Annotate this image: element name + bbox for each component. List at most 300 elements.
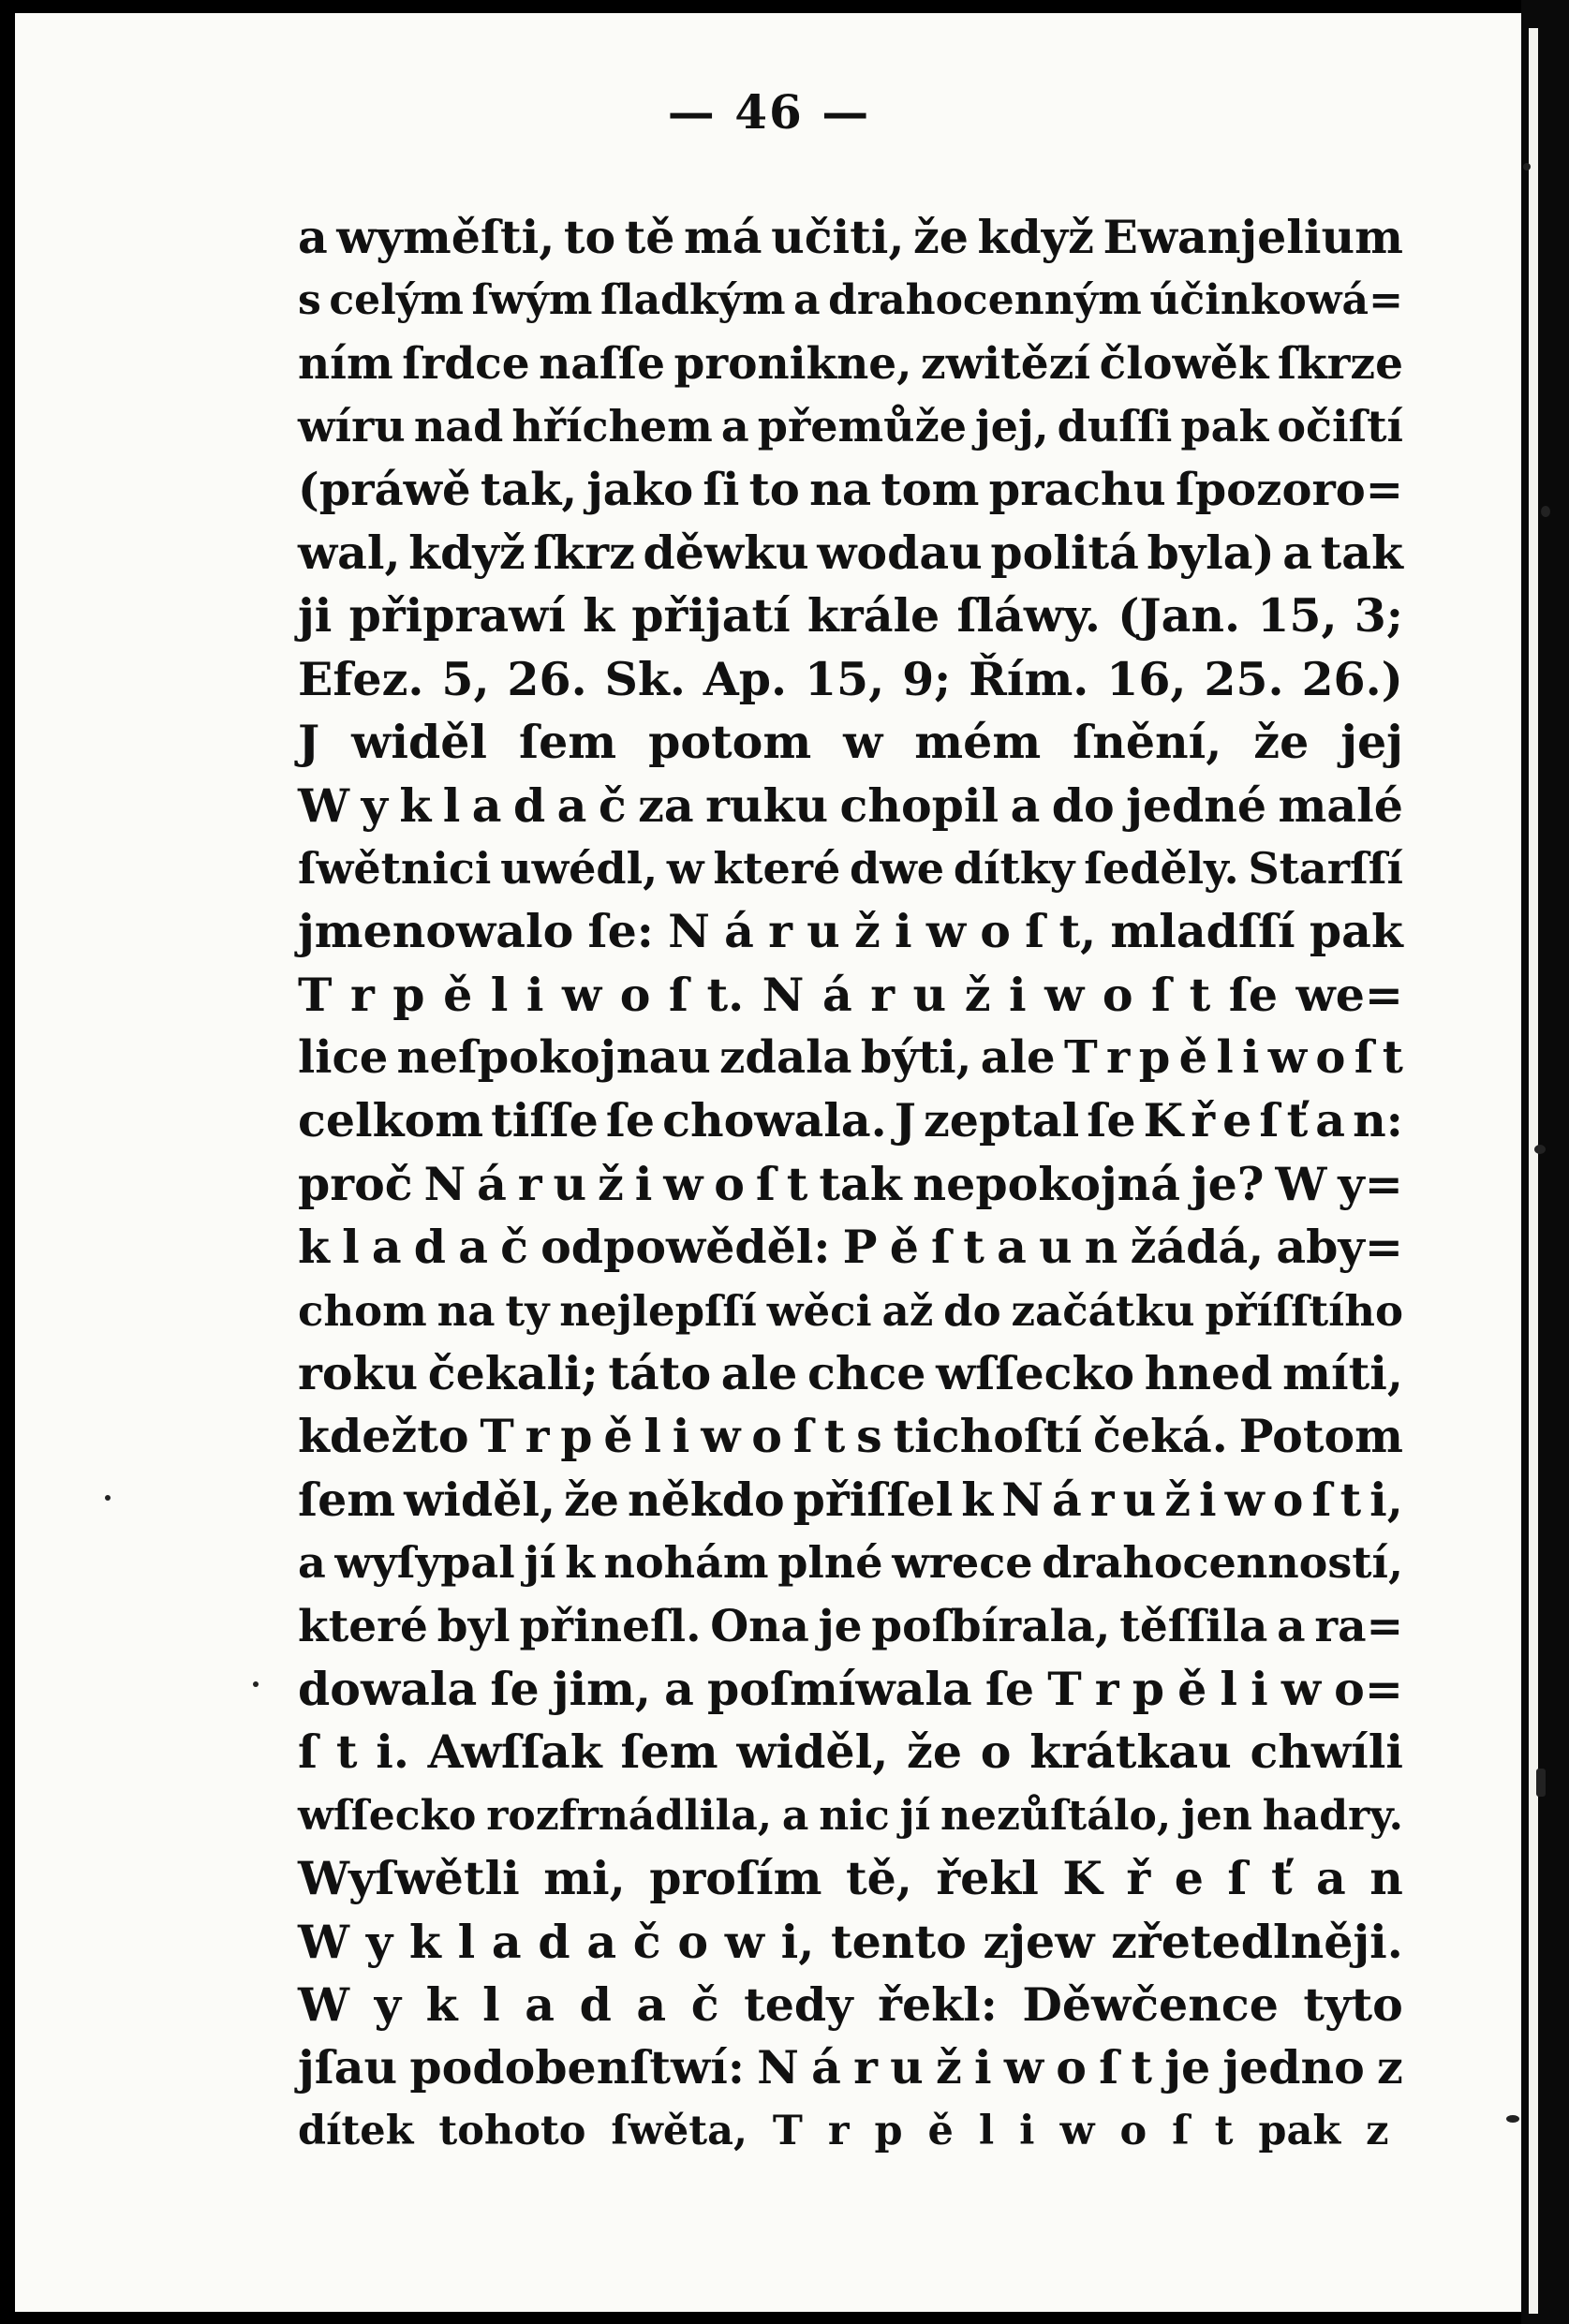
- word: ſi: [703, 463, 740, 516]
- word: proč: [298, 1156, 413, 1211]
- word: na: [809, 463, 872, 516]
- word: i: [1199, 1472, 1217, 1527]
- text-line: [298, 333, 1403, 395]
- word: nic: [819, 1791, 890, 1840]
- word: ſ: [931, 1220, 952, 1275]
- word: r: [853, 2040, 878, 2095]
- word: byl: [437, 1600, 511, 1652]
- text-line: dítek tohoto ſwěta, T r p ě l i w o ſ t pak z: [298, 2107, 1389, 2154]
- word: krátkau: [1029, 1724, 1232, 1780]
- word: mém: [914, 715, 1042, 770]
- word: aby=: [1276, 1220, 1403, 1275]
- word: N: [1001, 1472, 1044, 1527]
- word: a: [491, 1914, 522, 1969]
- word: člowěk: [1099, 337, 1269, 390]
- word: l: [457, 1914, 476, 1969]
- word: a: [1315, 1093, 1346, 1148]
- scan-speck: [253, 1681, 259, 1687]
- word: i: [1242, 1031, 1260, 1085]
- word: J: [894, 1093, 916, 1148]
- word: r: [870, 967, 896, 1022]
- word: míti,: [1282, 1346, 1403, 1401]
- word: z: [1377, 2040, 1403, 2095]
- word: ſe: [490, 1661, 540, 1716]
- word: ě: [603, 1409, 633, 1464]
- word: ſ: [1354, 1031, 1374, 1085]
- word: W: [298, 777, 350, 833]
- word: ruku: [705, 777, 829, 833]
- word: naſſe: [539, 337, 666, 390]
- word: odpowěděl:: [540, 1220, 831, 1275]
- word: mi,: [543, 1851, 626, 1906]
- word: (Jan.: [1118, 588, 1241, 644]
- word: N: [423, 1156, 466, 1211]
- word: ť: [1270, 1851, 1293, 1906]
- word: wíru: [298, 401, 406, 452]
- word: nad: [413, 401, 504, 452]
- scan-speck: [1523, 163, 1531, 170]
- word: Ona: [710, 1600, 809, 1652]
- word: wěci: [766, 1285, 872, 1336]
- word: t.: [706, 967, 745, 1022]
- word: l: [342, 1220, 360, 1275]
- word: jim,: [552, 1661, 651, 1716]
- word: že: [563, 1472, 619, 1527]
- word: tiſſe: [491, 1093, 599, 1148]
- text-line: [298, 585, 1403, 647]
- word: pronikne,: [673, 337, 912, 390]
- word: w: [666, 842, 704, 894]
- text-line: [298, 1847, 1403, 1910]
- word: d: [413, 1220, 447, 1275]
- word: w: [701, 1409, 741, 1464]
- word: jí: [524, 1537, 556, 1589]
- word: i,: [780, 1914, 815, 1969]
- text-line: [298, 1532, 1403, 1594]
- text-line: [298, 900, 1403, 963]
- word: tento: [831, 1914, 967, 1969]
- word: (práwě: [298, 463, 471, 516]
- word: n:: [1353, 1093, 1403, 1148]
- word: potom: [648, 715, 812, 770]
- word: e: [1222, 1093, 1252, 1148]
- word: W: [298, 1976, 350, 2032]
- word: ž: [964, 967, 991, 1022]
- word: t: [786, 1156, 808, 1211]
- word: e: [1174, 1851, 1204, 1906]
- word: hadry.: [1262, 1791, 1403, 1840]
- word: t: [335, 1724, 358, 1780]
- word: w: [1224, 1472, 1265, 1527]
- word: 9;: [902, 651, 952, 706]
- word: 26.: [507, 651, 587, 706]
- word: ale: [720, 1346, 798, 1401]
- word: d: [512, 777, 546, 833]
- word: a: [471, 777, 502, 833]
- word: i: [1251, 1661, 1268, 1716]
- word: wal,: [298, 525, 401, 580]
- word: wyměſti,: [336, 210, 555, 264]
- word: ſ: [1311, 1472, 1332, 1527]
- word: tě: [624, 210, 675, 264]
- word: chom: [298, 1285, 427, 1336]
- word: n: [1084, 1220, 1118, 1275]
- word: P: [842, 1220, 878, 1275]
- word: k: [408, 1914, 441, 1969]
- word: d: [579, 1976, 612, 2032]
- word: s: [298, 276, 321, 325]
- word: tom: [881, 463, 980, 516]
- text-line: [298, 269, 1403, 332]
- word: r: [517, 1156, 542, 1211]
- word: chce: [807, 1346, 926, 1401]
- word: ſeděly.: [1084, 842, 1239, 894]
- word: ſe: [1228, 967, 1279, 1022]
- word: p: [392, 967, 425, 1022]
- word: k: [298, 1220, 330, 1275]
- word: y=: [1338, 1156, 1403, 1211]
- word: ě: [443, 967, 473, 1022]
- word: celým: [329, 276, 464, 325]
- scan-speck: [105, 1495, 111, 1501]
- word: jedno: [1222, 2040, 1365, 2095]
- text-line: [298, 206, 1403, 269]
- text-line: [298, 711, 1403, 774]
- word: a: [298, 1537, 326, 1589]
- word: d: [538, 1914, 570, 1969]
- word: přiſſel: [792, 1472, 954, 1527]
- text-line: [298, 648, 1403, 711]
- word: w: [925, 904, 967, 959]
- word: ním: [298, 337, 393, 390]
- word: á: [477, 1156, 507, 1211]
- word: o: [714, 1156, 745, 1211]
- word: rozfrnádlila,: [486, 1791, 773, 1840]
- word: Efez.: [298, 651, 424, 706]
- word: u: [1122, 1472, 1157, 1527]
- word: ě: [1177, 1661, 1207, 1716]
- word: děwku: [643, 525, 809, 580]
- text-line: [298, 837, 1403, 900]
- word: i: [672, 1409, 690, 1464]
- word: ſ: [1025, 904, 1045, 959]
- word: p: [560, 1409, 593, 1464]
- word: 15,: [804, 651, 885, 706]
- word: které: [713, 842, 841, 894]
- word: Wyſwětli: [298, 1851, 520, 1906]
- word: ſ: [755, 1156, 776, 1211]
- text-line: [298, 2036, 1403, 2099]
- word: do: [943, 1285, 1001, 1336]
- word: č: [690, 1976, 719, 2032]
- word: 25.: [1204, 651, 1284, 706]
- word: a: [1316, 1851, 1346, 1906]
- word: r: [1106, 1031, 1131, 1085]
- word: a: [371, 1220, 402, 1275]
- word: a: [458, 1220, 488, 1275]
- word: wyſypal: [334, 1537, 515, 1589]
- word: a: [556, 777, 587, 833]
- word: widěl,: [404, 1472, 555, 1527]
- word: řekl: [936, 1851, 1039, 1906]
- word: chowala.: [662, 1093, 887, 1148]
- word: je?: [1191, 1156, 1265, 1211]
- word: jmenowalo: [298, 904, 574, 959]
- word: o=: [1334, 1661, 1403, 1716]
- word: t: [1189, 967, 1211, 1022]
- word: wrece: [892, 1537, 1033, 1589]
- text-line: [298, 775, 1403, 837]
- text-line: [298, 1280, 1403, 1342]
- word: prachu: [988, 463, 1166, 516]
- word: ř: [1126, 1851, 1151, 1906]
- word: i: [974, 2040, 992, 2095]
- word: když: [977, 210, 1094, 264]
- word: Ap.: [703, 651, 788, 706]
- word: jſau: [298, 2040, 398, 2095]
- word: ſem: [620, 1724, 718, 1780]
- word: ſem: [298, 1472, 396, 1527]
- word: y: [374, 1976, 402, 2032]
- word: a: [664, 1661, 694, 1716]
- word: w: [843, 715, 883, 770]
- word: i: [525, 967, 544, 1022]
- word: ſ: [1259, 1093, 1280, 1148]
- word: s: [856, 1409, 882, 1464]
- word: jej: [1340, 715, 1403, 770]
- word: č: [500, 1220, 528, 1275]
- word: T: [1063, 1031, 1098, 1085]
- word: we=: [1295, 967, 1403, 1022]
- word: r: [349, 967, 375, 1022]
- word: o: [677, 1914, 709, 1969]
- word: nezůſtálo,: [940, 1791, 1172, 1840]
- word: podobenſtwí:: [409, 2040, 745, 2095]
- scan-speck: [1541, 506, 1550, 517]
- text-line: [298, 1153, 1403, 1216]
- word: očiſtí: [1277, 401, 1403, 452]
- word: á: [822, 967, 852, 1022]
- word: ra=: [1314, 1600, 1403, 1652]
- word: w: [1267, 1031, 1308, 1085]
- word: dowala: [298, 1661, 478, 1716]
- word: zřetedlněji.: [1111, 1914, 1403, 1969]
- word: ſladkým: [599, 276, 786, 325]
- text-line: [298, 1658, 1403, 1721]
- word: N: [668, 904, 710, 959]
- word: příſſtího: [1205, 1285, 1403, 1336]
- text-line: [298, 1027, 1403, 1089]
- word: Sk.: [604, 651, 686, 706]
- word: u: [890, 2040, 924, 2095]
- word: připrawí: [348, 588, 566, 644]
- word: to: [748, 463, 800, 516]
- word: r: [525, 1409, 550, 1464]
- word: T: [298, 967, 333, 1022]
- text-line: [298, 459, 1403, 522]
- text-line: [298, 964, 1403, 1027]
- word: ſkrze: [1277, 337, 1403, 390]
- text-line: [298, 1342, 1403, 1405]
- word: T: [1047, 1661, 1082, 1716]
- word: ſrdce: [402, 337, 530, 390]
- word: ſ: [792, 1409, 813, 1464]
- word: drahocenným: [828, 276, 1142, 325]
- word: k: [565, 1537, 595, 1589]
- word: zjew: [983, 1914, 1095, 1969]
- word: o: [980, 904, 1011, 959]
- word: jen: [1180, 1791, 1252, 1840]
- text-line: [298, 522, 1403, 585]
- text-line: [298, 1405, 1403, 1468]
- word: pak: [1309, 904, 1403, 959]
- word: ſwětnici: [298, 842, 492, 894]
- word: kdežto: [298, 1409, 469, 1464]
- word: ſwým: [471, 276, 593, 325]
- word: i: [895, 904, 912, 959]
- word: ě: [889, 1220, 919, 1275]
- word: a: [793, 276, 821, 325]
- word: Starſſí: [1248, 842, 1403, 894]
- word: dítky: [953, 842, 1075, 894]
- word: N: [757, 2040, 799, 2095]
- word: č: [632, 1914, 661, 1969]
- word: začátku: [1011, 1285, 1195, 1336]
- word: ſe: [984, 1661, 1035, 1716]
- word: proſím: [649, 1851, 822, 1906]
- word: chwíli: [1250, 1724, 1403, 1780]
- word: ty: [505, 1285, 550, 1336]
- word: t,: [1058, 904, 1097, 959]
- word: přemůže: [757, 401, 967, 452]
- word: 15,: [1257, 588, 1338, 644]
- word: tak: [819, 1156, 902, 1211]
- word: K: [1062, 1851, 1103, 1906]
- word: widěl: [351, 715, 488, 770]
- word: a: [298, 210, 328, 264]
- word: přineſl.: [519, 1600, 702, 1652]
- word: Děwčence: [1022, 1976, 1279, 2032]
- word: o: [1272, 1472, 1304, 1527]
- word: l: [490, 967, 509, 1022]
- word: tě,: [845, 1851, 912, 1906]
- word: y: [361, 777, 388, 833]
- word: že: [912, 210, 969, 264]
- word: ji: [298, 588, 333, 644]
- word: 3;: [1354, 588, 1403, 644]
- word: Řím.: [969, 651, 1089, 706]
- word: nohám: [603, 1537, 769, 1589]
- word: ſem: [518, 715, 617, 770]
- word: účinkowá=: [1149, 276, 1403, 325]
- word: do: [1051, 777, 1115, 833]
- word: u: [553, 1156, 587, 1211]
- word: až: [881, 1285, 934, 1336]
- word: ž: [853, 904, 881, 959]
- word: w: [1003, 2040, 1044, 2095]
- word: t: [823, 1409, 846, 1464]
- word: k: [583, 588, 615, 644]
- word: 5,: [441, 651, 490, 706]
- word: W: [1275, 1156, 1327, 1211]
- word: wſſecko: [298, 1791, 477, 1840]
- word: n: [1369, 1851, 1403, 1906]
- word: a: [1010, 777, 1041, 833]
- word: čeká.: [1093, 1409, 1228, 1464]
- word: t: [1382, 1031, 1403, 1085]
- word: u: [807, 904, 840, 959]
- word: byla): [1147, 525, 1275, 580]
- word: i: [634, 1156, 653, 1211]
- word: ſ: [1099, 2040, 1119, 2095]
- scan-speck: [1506, 2115, 1519, 2123]
- word: w: [724, 1914, 764, 1969]
- scan-speck: [1536, 1769, 1546, 1797]
- word: na: [437, 1285, 496, 1336]
- word: ſnění,: [1073, 715, 1222, 770]
- word: o: [1102, 967, 1133, 1022]
- word: Potom: [1238, 1409, 1403, 1464]
- word: řekl:: [878, 1976, 998, 2032]
- word: jedné: [1126, 777, 1267, 833]
- word: za: [638, 777, 694, 833]
- word: tak,: [480, 463, 578, 516]
- word: 16,: [1106, 651, 1187, 706]
- text-line: [298, 1974, 1403, 2036]
- word: Awſſak: [427, 1724, 602, 1780]
- word: Ewanjelium: [1103, 210, 1403, 264]
- word: má: [683, 210, 762, 264]
- word: J: [298, 715, 320, 770]
- word: to: [563, 210, 616, 264]
- word: ale: [980, 1031, 1056, 1085]
- page-number: — 46 —: [667, 84, 871, 140]
- word: že: [1253, 715, 1310, 770]
- word: zdala: [719, 1031, 852, 1085]
- text-line: [298, 1089, 1403, 1152]
- word: neſpokojnau: [396, 1031, 711, 1085]
- word: ž: [935, 2040, 962, 2095]
- word: jako: [586, 463, 694, 516]
- word: lice: [298, 1031, 389, 1085]
- word: které: [298, 1600, 428, 1652]
- word: l: [1216, 1031, 1234, 1085]
- word: N: [762, 967, 805, 1022]
- word: wſſecko: [936, 1346, 1135, 1401]
- word: pak: [1180, 401, 1269, 452]
- word: k: [961, 1472, 994, 1527]
- word: je: [818, 1600, 863, 1652]
- word: l: [442, 777, 461, 833]
- word: čekali;: [427, 1346, 599, 1401]
- word: celkom: [298, 1093, 484, 1148]
- word: uwédl,: [500, 842, 659, 894]
- word: W: [298, 1914, 350, 1969]
- word: a: [636, 1976, 667, 2032]
- word: přijatí: [631, 588, 791, 644]
- word: wodau: [817, 525, 983, 580]
- word: ſ: [298, 1724, 318, 1780]
- word: zeptal: [923, 1093, 1080, 1148]
- word: ſpozoro=: [1175, 463, 1403, 516]
- word: jí: [899, 1791, 931, 1840]
- word: tyto: [1303, 1976, 1403, 2032]
- word: těſſila: [1119, 1600, 1268, 1652]
- word: 26.): [1301, 651, 1403, 706]
- word: l: [1220, 1661, 1238, 1716]
- word: K: [1143, 1093, 1184, 1148]
- word: když: [408, 525, 525, 580]
